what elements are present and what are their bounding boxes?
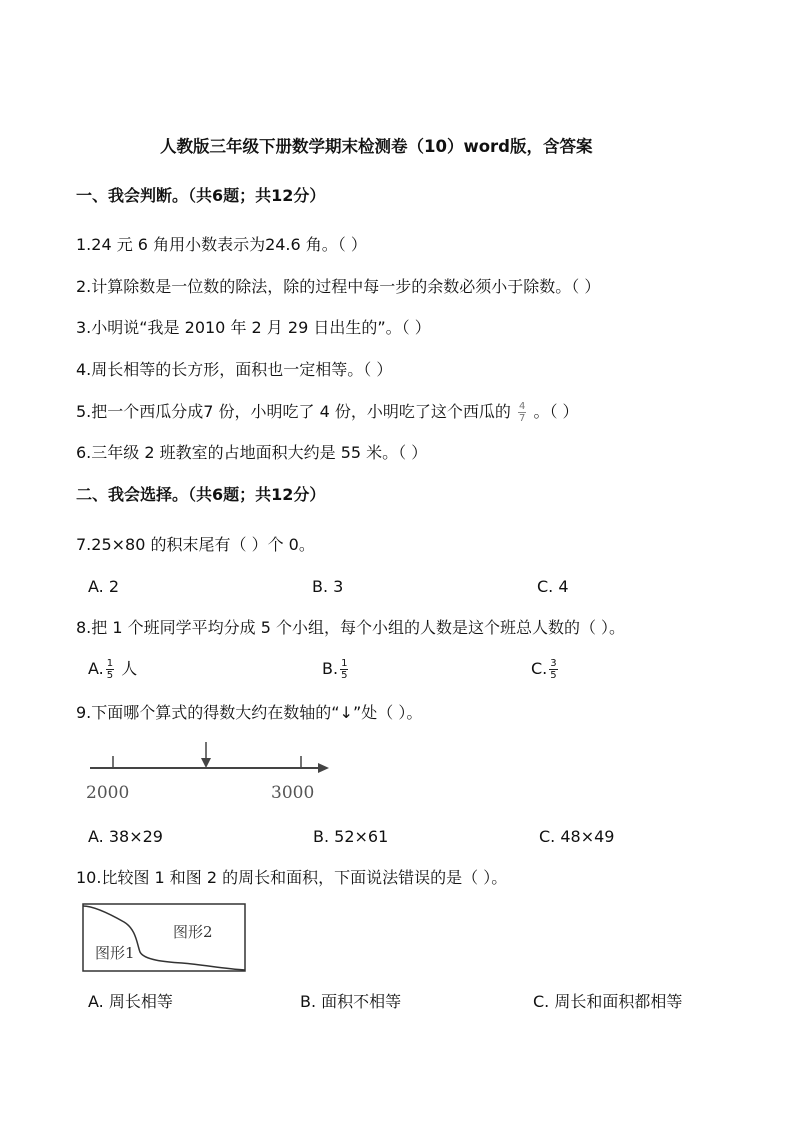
question-5-blank: 。（ ） (533, 402, 579, 421)
question-10-option-b: B. 面积不相等 (300, 992, 402, 1011)
question-10: 10.比较图 1 和图 2 的周长和面积，下面说法错误的是（ ）。 (76, 868, 508, 887)
fraction-numerator: 4 (518, 401, 526, 412)
question-7-option-c: C. 4 (537, 577, 569, 596)
question-10-option-a: A. 周长相等 (88, 992, 173, 1011)
question-10-option-c: C. 周长和面积都相等 (533, 992, 683, 1011)
axis-label-left: 2000 (86, 783, 130, 803)
question-8: 8.把 1 个班同学平均分成 5 个小组，每个小组的人数是这个班总人数的（ ）。 (76, 618, 626, 637)
question-8-option-c (531, 658, 560, 681)
question-8-option-a (88, 658, 137, 681)
option-c-fraction (549, 658, 557, 681)
fraction-numerator: 1 (106, 658, 114, 669)
question-3: 3.小明说“我是 2010 年 2 月 29 日出生的”。（ ） (76, 318, 431, 337)
figure-2-label: 图形2 (173, 923, 213, 941)
option-a-unit: 人 (121, 659, 138, 678)
fraction-denominator: 7 (518, 413, 526, 424)
section-heading-judgement: 一、我会判断。（共6题；共12分） (76, 186, 326, 205)
fraction-numerator: 3 (550, 658, 557, 669)
question-9-option-c: C. 48×49 (539, 827, 615, 846)
question-7-option-a: A. 2 (88, 577, 120, 596)
question-2: 2.计算除数是一位数的除法，除的过程中每一步的余数必须小于除数。（ ） (76, 277, 601, 296)
question-7-option-b: B. 3 (312, 577, 344, 596)
fraction-denominator: 5 (341, 670, 348, 681)
option-b-fraction (340, 658, 348, 681)
question-5-fraction (518, 401, 526, 424)
question-7: 7.25×80 的积末尾有（ ）个 0。 (76, 535, 315, 554)
option-label: A. (88, 659, 104, 678)
fraction-denominator: 5 (106, 670, 114, 681)
question-5-text: 5.把一个西瓜分成7 份，小明吃了 4 份，小明吃了这个西瓜的 (76, 402, 511, 421)
section-heading-choice: 二、我会选择。（共6题；共12分） (76, 485, 326, 504)
fraction-denominator: 5 (550, 670, 557, 681)
option-label: C. (531, 659, 548, 678)
option-a-fraction (106, 658, 114, 681)
question-9: 9.下面哪个算式的得数大约在数轴的“↓”处（ ）。 (76, 703, 423, 722)
question-8-option-b (322, 658, 350, 681)
question-6: 6.三年级 2 班教室的占地面积大约是 55 米。（ ） (76, 443, 428, 462)
question-9-option-b: B. 52×61 (313, 827, 389, 846)
down-arrow-icon (201, 758, 211, 768)
fraction-numerator: 1 (341, 658, 348, 669)
question-5 (76, 401, 579, 424)
figure-1-label: 图形1 (95, 944, 135, 962)
number-line-figure (82, 738, 342, 808)
question-1: 1.24 元 6 角用小数表示为24.6 角。（ ） (76, 235, 367, 254)
number-line-arrowhead (318, 763, 329, 773)
shape-comparison-figure (80, 902, 250, 974)
question-9-option-a: A. 38×29 (88, 827, 163, 846)
axis-label-right: 3000 (271, 783, 315, 803)
page-title: 人教版三年级下册数学期末检测卷（10）word版，含答案 (160, 137, 593, 156)
option-label: B. (322, 659, 339, 678)
question-4: 4.周长相等的长方形，面积也一定相等。（ ） (76, 360, 393, 379)
